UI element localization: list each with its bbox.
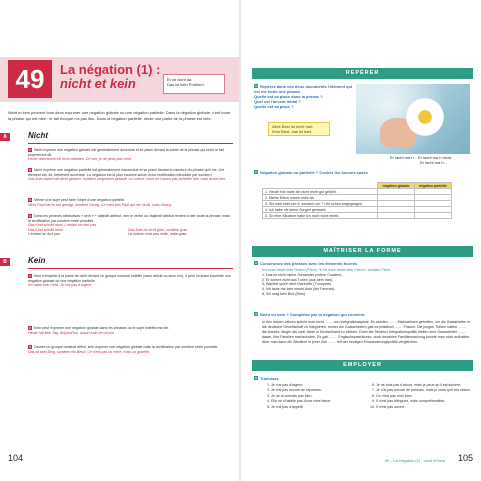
lesson-number: 49 <box>8 60 52 98</box>
reperer-bar: REPÉRER <box>252 68 473 79</box>
caption-line: Er lacht ma h... <box>420 160 447 165</box>
rule-example: Das Auto haben wir nicht gestern, sondern vorgestern gekauft. La voiture, nous ne l'avons pas achetée hier, mais avant-hier. <box>28 177 226 182</box>
rule-text: Nicht exprime une négation globale est généralement accentué et se place devant la partie de la phrase qui reste le fait proprement dit. <box>28 148 224 157</box>
list-item: 4. Ich laufe mir kein neues Auto (ein Fahrrad). <box>262 287 335 292</box>
rule-example: Heute hat kein Tag. Aujourd'hui, aucun train ne circule. <box>28 330 115 335</box>
rule-number: 4 <box>29 214 31 218</box>
example-de: Das Auto ist nicht grün, sondern grau. <box>128 227 189 232</box>
list-item: 2. Er kommt nicht aus Turien (aus dem Iran). <box>262 277 334 282</box>
exercise-example: Ich esse heute kein Fleisch (Fisch) ➔ Ich esse heute kein Fleisch, sondern Fisch. <box>262 268 392 272</box>
list-item: 7. Je n'ai pas encore de preuves, mais je crois qu'il est raison. <box>376 388 472 393</box>
section-b-tab: B <box>0 258 10 266</box>
section-b-rule <box>28 268 233 269</box>
rule-example: Ich habe kein Geld. Je n'ai pas d'argent. <box>28 283 92 288</box>
question-line: Quelle est sa place ? <box>254 104 294 109</box>
title-example-line: Das ist kein Problem. <box>167 82 205 87</box>
list-item: 5. Sie mag kein Brot (Reis). <box>262 291 306 296</box>
exercise-5-left <box>262 383 367 410</box>
question-1 <box>254 84 354 109</box>
question-5 <box>254 376 354 381</box>
table-row-label: 4. Ich habe nie keine Sorgen gemacht. <box>263 207 378 213</box>
page-number-right: 105 <box>457 453 473 463</box>
question-number: 2 <box>255 170 257 174</box>
maitriser-bar: MAÎTRISER LA FORME <box>252 246 473 257</box>
rule-example: Das ist kein Ding, sondern ein Beruf. Ce n'est pas un verre, mais un gobelet. <box>28 349 150 354</box>
rule-number: 1 <box>29 274 31 278</box>
rule-example: Nicht Paul hat es mir gesagt, sondern Georg. Ce n'est pas Paul qui me l'a dit, mais Georg. <box>28 202 172 207</box>
list-item: 5. Je n'ai pas d'appétit. <box>271 405 367 410</box>
table-row-label: 5. So eine Situation habe ich noch nicht erlebt. <box>263 213 378 219</box>
list-item: 2. Je n'ai pas encore de réponses. <box>271 388 367 393</box>
exercise-5-columns <box>262 383 472 410</box>
title-example-box <box>163 74 225 94</box>
list-item: 6. Je ne bois pas d'alcool, mais je peux qu'il est sincère. <box>376 383 472 388</box>
lesson-title <box>60 63 170 91</box>
speech-bubble <box>268 122 330 136</box>
rule-example: Heute übernimmt ich nicht arbeiten. Ce soir, je ne peux pas venir. <box>28 157 132 162</box>
list-item: 8. Ce n'est pas mon livre. <box>376 394 472 399</box>
question-number: 3 <box>255 261 257 265</box>
rule-number: 1 <box>29 148 31 152</box>
rule-text: Nicht exprime une négation partielle est généralement inaccentué et se place devant le membre du phrase qu'il nie. Cet élément est, lui, fortement accentué. La négation est la plus souvent suivie d'une rectification introduite par sondern. <box>28 168 225 177</box>
table-header: négation partielle <box>415 183 452 189</box>
rule-text: Kein s'emploie à la place de nicht devant un groupe nominal indéfini (sans article ou avec ein). Il peut lui aussi exprimer une négation globale ou une négation partielle. <box>28 274 231 283</box>
list-item: 3. Je ne la connais pas bien. <box>271 394 367 399</box>
checkbox-cell[interactable] <box>378 213 415 219</box>
list-item: 4. Elle ne s'habille pas d'une robe bleue. <box>271 399 367 404</box>
rule-number: 2 <box>29 326 31 330</box>
bubble-line: Alles Best ist nicht hart. <box>272 124 314 129</box>
rule-b1 <box>28 274 233 288</box>
exercise-3-list <box>262 268 391 297</box>
negation-table <box>262 182 452 219</box>
rule-example: Das Kind schläft nicht. L'enfant ne dort pas. <box>28 223 98 228</box>
rule-number: 3 <box>29 345 31 349</box>
lesson-title-main: La négation (1) : <box>60 62 161 77</box>
rule-b2 <box>28 326 233 335</box>
list-item: 3. Wartest spielt nicht Klarinette (Trompete). <box>262 282 333 287</box>
photo-daisy <box>356 84 470 154</box>
employer-bar: EMPLOYER <box>252 360 473 371</box>
list-item: 1. Das ist nicht meine Schwester (meine Cousine). <box>262 272 343 277</box>
rule-b3 <box>28 345 233 354</box>
question-number: 1 <box>255 84 257 88</box>
example-fr: La voiture n'est pas verte, mais grise. <box>128 232 188 236</box>
question-text: Négation globale ou partielle ? Cochez les bonnes cases <box>260 170 368 175</box>
question-line: Quel est l'accent initial ? <box>254 99 301 104</box>
list-item: 10. Il n'est pas ouvert. <box>376 405 472 410</box>
table-row-label: 2. Meine Eltern waren nicht da. <box>263 195 378 201</box>
question-text: Construisez des phrases avec les éléments fournis <box>260 261 358 266</box>
exercise-5-right <box>367 383 472 410</box>
question-2 <box>254 170 469 175</box>
question-number: 5 <box>255 376 257 380</box>
checkbox-cell[interactable] <box>415 213 452 219</box>
rule-number: 2 <box>29 168 31 172</box>
lesson-title-sub: nicht et kein <box>60 76 136 91</box>
photo-caption <box>390 155 474 165</box>
title-example-line: Er ist nicht da. <box>167 77 193 82</box>
daisy-image <box>404 96 446 138</box>
list-item: 1. Je n'ai pas d'argent. <box>271 383 367 388</box>
rule-a2 <box>28 168 233 182</box>
rule-number: 3 <box>29 198 31 202</box>
section-b-heading: Kein <box>28 256 46 265</box>
question-3 <box>254 261 469 266</box>
section-a-tab: A <box>0 133 10 141</box>
question-line: Quelle est sa place dans la phrase ? <box>254 94 323 99</box>
list-item: 9. Il n'est pas bilingues, mais compréhensible. <box>376 399 472 404</box>
rule-text: Kein peut exprimer une négation globale dans les phrases où le sujet indéfini est nié. <box>34 326 170 330</box>
question-text: Nicht ou kein ? Complétez par la négation qui convient. <box>260 312 366 317</box>
question-text: Repérez dans ces deux documents l'élément qui est nié toute une phrase. <box>254 84 353 94</box>
left-page <box>0 0 240 481</box>
question-text: Traduisez. <box>260 376 280 381</box>
example-de: Das Kind schläft nicht. <box>28 227 64 232</box>
rule-a4 <box>28 214 233 236</box>
section-a-rule <box>28 143 233 144</box>
rule-a1 <box>28 148 233 162</box>
rule-text: Devant un groupe nominal défini, kein exprime une négation globale mais la rectification par sondern reste possible. <box>34 345 219 349</box>
rule-text: Dans les phrases attributives « sein » + adjectif attribut, nier le verbe ou l'adjectif attribut revient à nier toute la phrase, mais la rectification par sondern reste possible. <box>28 214 230 223</box>
table-row-label: 3. Sie sind nicht um 9, sondern um 7 Uhr schon angegangen. <box>263 201 378 207</box>
right-page <box>240 0 481 481</box>
rule-text: Même si le sujet peut faire l'objet d'une négation partielle. <box>34 198 126 202</box>
table-row <box>263 213 452 219</box>
bubble-line: Kein Best, das ist hart. <box>272 129 313 134</box>
example-columns <box>28 228 233 237</box>
rule-a3 <box>28 198 233 207</box>
question-4 <box>254 312 469 317</box>
caption-line: Er lacht ma h... Er lacht ma h nicht. <box>390 155 453 160</box>
table-row-label: 1. Heute früh habe ich nicht recht gut gefühlt. <box>263 189 378 195</box>
example-fr: L'enfant ne dort pas. <box>28 232 61 236</box>
folio-caption: 49 – La négation (1) : nicht et kein <box>384 458 445 463</box>
exercise-4-text: In den letzten Jahren spricht man nicht ........ von Integrationsspiele. Es wurden ........ Maßnahmen getroffen, um die Gastarbeiter in die deutsche Gesellschaft zu integrieren. Immer die Gastarbeitern galt es praktisch ........ Frauen. Die jungen Türken hatten ........ die Ansicht, länger als zwei Jahre in Deutschland zu bleiben. Doch die Tendenz Integrationspolitik hielten eine Gastarbeiter ........ daran, ihre Familien nachzuholen. Es gab ........ Englischsprachkurse, doch bezahlen Familiennachzug konnte man nicht aufhalten. Aber man kann die Situation in jener Zeit ........ mit der heutigen Einwanderungspolitik vergleichen. <box>262 320 471 344</box>
intro-paragraph: Nicht et kein peuvent tous deux exprimer une négation globale ou une négation partielle. Dans la négation globale, c'est toute la phrase qui est niée : le fait évoqué n'a pas lieu. Dans la négation partielle, seule une partie de la phrase est niée. <box>8 110 231 121</box>
table-header: négation globale <box>378 183 415 189</box>
section-a-heading: Nicht <box>28 131 48 140</box>
page-number-left: 104 <box>8 453 24 463</box>
question-number: 4 <box>255 312 257 316</box>
